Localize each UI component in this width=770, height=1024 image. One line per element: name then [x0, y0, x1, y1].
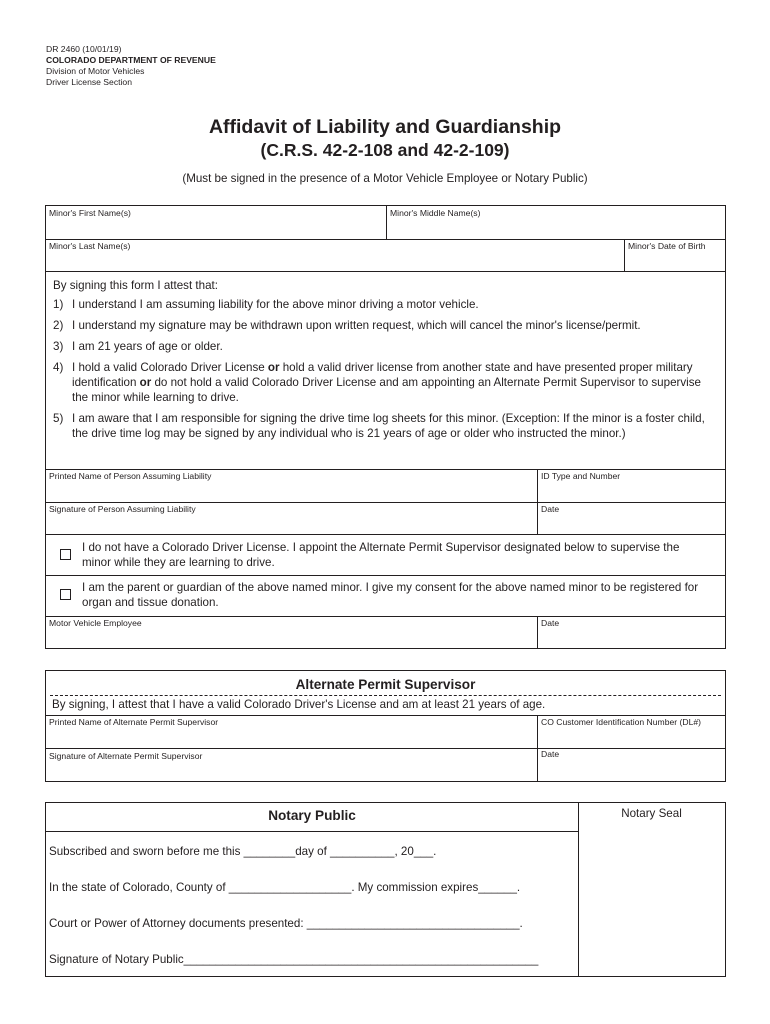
- liability-section: [45, 205, 726, 649]
- attestation-item: 2) I understand my signature may be withdrawn upon written request, which will cancel the minor's license/permit.: [53, 319, 641, 332]
- organ-donation-checkbox[interactable]: [60, 589, 71, 600]
- option-no-license: [46, 540, 725, 576]
- form-number: DR 2460 (10/01/19): [46, 44, 122, 54]
- department-name: COLORADO DEPARTMENT OF REVENUE: [46, 55, 216, 65]
- form-title: Affidavit of Liability and Guardianship: [208, 116, 562, 138]
- notary-seal-label: Notary Seal: [621, 807, 682, 820]
- attestation-list: [53, 297, 718, 447]
- divider: [46, 271, 725, 272]
- attestation-intro: By signing this form I attest that:: [53, 279, 218, 292]
- alternate-supervisor-section: [45, 670, 726, 782]
- divider: [46, 616, 725, 617]
- notary-sworn-line: Subscribed and sworn before me this ________day of __________, 20___.: [49, 845, 437, 858]
- notary-title: Notary Public: [268, 808, 356, 823]
- attestation-item: 4) I hold a valid Colorado Driver License or hold a valid driver license from another state and have presented proper military identification or do not hold a valid Colorado Driver License and am appointing an Alternate Permit Supervisor to supervise the minor while learning to drive.: [53, 361, 701, 404]
- divider: [46, 748, 725, 749]
- division-name: Division of Motor Vehicles: [46, 66, 145, 76]
- minor-dob-label: Minor's Date of Birth: [628, 241, 706, 251]
- liability-date-label: Date: [541, 504, 560, 514]
- divider: [46, 469, 725, 470]
- alternate-supervisor-title: Alternate Permit Supervisor: [295, 677, 476, 692]
- notary-section: [45, 802, 726, 977]
- alternate-attest-text: By signing, I attest that I have a valid Colorado Driver's License and am at least 21 years of age.: [52, 698, 546, 711]
- divider: [386, 206, 387, 239]
- minor-middle-name-label: Minor's Middle Name(s): [390, 208, 481, 218]
- divider: [46, 534, 725, 535]
- divider: [46, 502, 725, 503]
- no-license-text: I do not have a Colorado Driver License. I appoint the Alternate Permit Supervisor designated below to supervise the minor while they are learning to drive.: [82, 541, 680, 569]
- organ-donation-text: I am the parent or guardian of the above named minor. I give my consent for the above named minor to be registered for organ and tissue donation.: [82, 581, 699, 609]
- id-type-label: ID Type and Number: [541, 471, 621, 481]
- divider: [46, 715, 725, 716]
- divider: [537, 616, 538, 649]
- no-license-checkbox[interactable]: [60, 549, 71, 560]
- alternate-date-label: Date: [541, 749, 560, 759]
- option-organ-donation: [46, 580, 725, 616]
- form-statute: (C.R.S. 42-2-108 and 42-2-109): [260, 140, 510, 160]
- divider: [578, 803, 579, 976]
- attestation-item: 3) I am 21 years of age or older.: [53, 340, 223, 353]
- liability-signature-label: Signature of Person Assuming Liability: [49, 504, 196, 514]
- attestation-item: 5) I am aware that I am responsible for signing the drive time log sheets for this minor. (Exception: If the minor is a foster child, the drive time log may be signed by any individual who is 21 years of age or older who instructed the minor.): [53, 412, 705, 440]
- notary-signature-line: Signature of Notary Public_______________________________________________________: [49, 953, 539, 966]
- mv-employee-date-label: Date: [541, 618, 560, 628]
- notary-county-line: In the state of Colorado, County of ___________________. My commission expires______.: [49, 881, 521, 894]
- divider: [624, 239, 625, 271]
- minor-first-name-label: Minor's First Name(s): [49, 208, 131, 218]
- mv-employee-label: Motor Vehicle Employee: [49, 618, 142, 628]
- section-name: Driver License Section: [46, 77, 132, 87]
- customer-id-label: CO Customer Identification Number (DL#): [541, 717, 701, 727]
- divider: [50, 695, 721, 696]
- divider: [46, 831, 578, 832]
- alternate-signature-label: Signature of Alternate Permit Supervisor: [49, 751, 203, 761]
- attestation-item: 1) I understand I am assuming liability for the above minor driving a motor vehicle.: [53, 298, 479, 311]
- minor-last-name-label: Minor's Last Name(s): [49, 241, 131, 251]
- alternate-printed-name-label: Printed Name of Alternate Permit Supervisor: [49, 717, 219, 727]
- notary-documents-line: Court or Power of Attorney documents presented: _________________________________.: [49, 917, 523, 930]
- liability-printed-name-label: Printed Name of Person Assuming Liability: [49, 471, 212, 481]
- form-instruction: (Must be signed in the presence of a Motor Vehicle Employee or Notary Public): [182, 172, 588, 185]
- form-header: [46, 44, 216, 88]
- divider: [46, 575, 725, 576]
